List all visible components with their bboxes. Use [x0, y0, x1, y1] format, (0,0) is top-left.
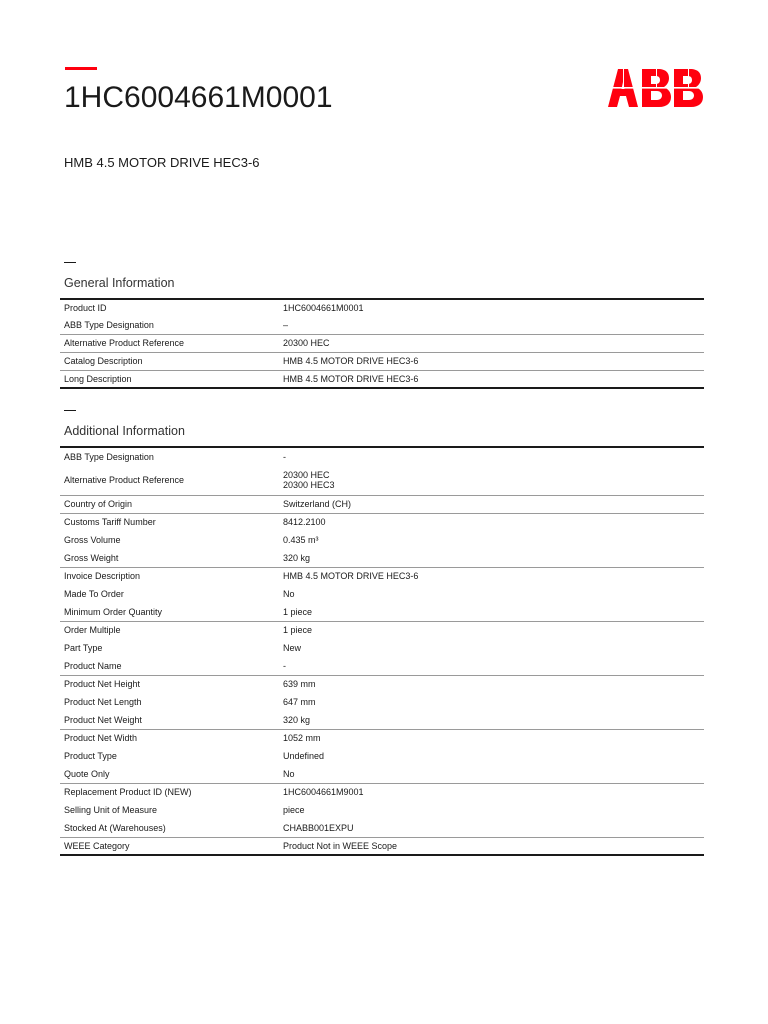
product-id-title: 1HC6004661M0001 [64, 81, 333, 114]
row-label: Product Net Weight [64, 714, 142, 725]
table-row [60, 370, 704, 388]
row-value: 20300 HEC [279, 334, 704, 352]
abb-logo [608, 67, 704, 109]
row-label: Country of Origin [60, 495, 279, 513]
row-value: - [283, 660, 286, 671]
table-row [60, 801, 704, 819]
red-accent-bar [65, 67, 97, 70]
row-value: 1HC6004661M9001 [279, 783, 704, 801]
row-value: piece [283, 805, 305, 815]
table-row [60, 621, 704, 639]
row-value: CHABB001EXPU [283, 822, 354, 833]
section-dash [64, 262, 76, 263]
table-row [60, 693, 704, 711]
table-row [60, 711, 704, 729]
table-row [60, 567, 704, 585]
table-row [60, 783, 704, 801]
row-value: HMB 4.5 MOTOR DRIVE HEC3-6 [279, 370, 704, 388]
row-label: Customs Tariff Number [60, 513, 279, 531]
row-value: 1HC6004661M0001 [283, 303, 364, 313]
row-value: 1 piece [283, 606, 313, 617]
table-row [60, 447, 704, 465]
row-value: HMB 4.5 MOTOR DRIVE HEC3-6 [279, 352, 704, 370]
table-row [60, 765, 704, 783]
row-value: Undefined [283, 751, 325, 761]
table-row [60, 729, 704, 747]
row-label: Order Multiple [60, 621, 279, 639]
row-label: Replacement Product ID (NEW) [60, 783, 279, 801]
row-value: 320 kg [283, 552, 311, 563]
row-label: Stocked At (Warehouses) [64, 822, 166, 833]
row-label: Selling Unit of Measure [64, 805, 158, 815]
additional-info-title: Additional Information [64, 424, 185, 438]
row-value: 8412.2100 [279, 513, 704, 531]
row-label: Invoice Description [60, 567, 279, 585]
row-value: 0.435 m³ [283, 535, 319, 545]
row-label: WEEE Category [60, 837, 279, 855]
product-subtitle: HMB 4.5 MOTOR DRIVE HEC3-6 [64, 155, 260, 170]
row-label: Gross Volume [64, 535, 121, 545]
table-row [60, 549, 704, 567]
row-label: Product Net Length [64, 697, 142, 707]
table-row [60, 465, 704, 495]
row-label: Product ID [64, 303, 107, 313]
row-label: Gross Weight [64, 552, 119, 563]
row-label: Made To Order [64, 589, 124, 599]
table-row [60, 299, 704, 316]
general-info-title: General Information [64, 276, 175, 290]
row-value: 20300 HEC 20300 HEC3 [283, 469, 335, 490]
row-value: No [283, 589, 295, 599]
row-label: Alternative Product Reference [64, 474, 185, 485]
table-row [60, 603, 704, 621]
table-row [60, 531, 704, 549]
section-dash [64, 410, 76, 411]
table-row [60, 819, 704, 837]
row-value: HMB 4.5 MOTOR DRIVE HEC3-6 [279, 567, 704, 585]
table-row [60, 657, 704, 675]
row-value: 1052 mm [279, 729, 704, 747]
table-row [60, 837, 704, 855]
row-value: New [283, 643, 302, 653]
table-row [60, 316, 704, 334]
general-info-table [60, 298, 704, 389]
row-value: - [283, 451, 286, 462]
row-label: Long Description [60, 370, 279, 388]
row-value: No [283, 768, 295, 779]
row-label: Quote Only [64, 768, 110, 779]
row-value: 1 piece [279, 621, 704, 639]
row-label: Minimum Order Quantity [64, 606, 163, 617]
table-row [60, 352, 704, 370]
row-label: ABB Type Designation [64, 319, 154, 330]
row-label: Product Name [64, 660, 122, 671]
row-label: Catalog Description [60, 352, 279, 370]
table-row [60, 675, 704, 693]
table-row [60, 747, 704, 765]
row-label: Product Net Width [60, 729, 279, 747]
row-value: 320 kg [283, 714, 311, 725]
row-value: Switzerland (CH) [279, 495, 704, 513]
table-row [60, 334, 704, 352]
table-row [60, 495, 704, 513]
row-label: Alternative Product Reference [60, 334, 279, 352]
table-row [60, 639, 704, 657]
table-row [60, 513, 704, 531]
row-label: Product Net Height [60, 675, 279, 693]
row-value: Product Not in WEEE Scope [279, 837, 704, 855]
row-value: – [283, 319, 289, 330]
table-row [60, 585, 704, 603]
row-value: 647 mm [283, 697, 316, 707]
row-value: 639 mm [279, 675, 704, 693]
row-label: Part Type [64, 643, 103, 653]
row-label: Product Type [64, 751, 117, 761]
row-label: ABB Type Designation [64, 451, 154, 462]
additional-info-table [60, 446, 704, 856]
